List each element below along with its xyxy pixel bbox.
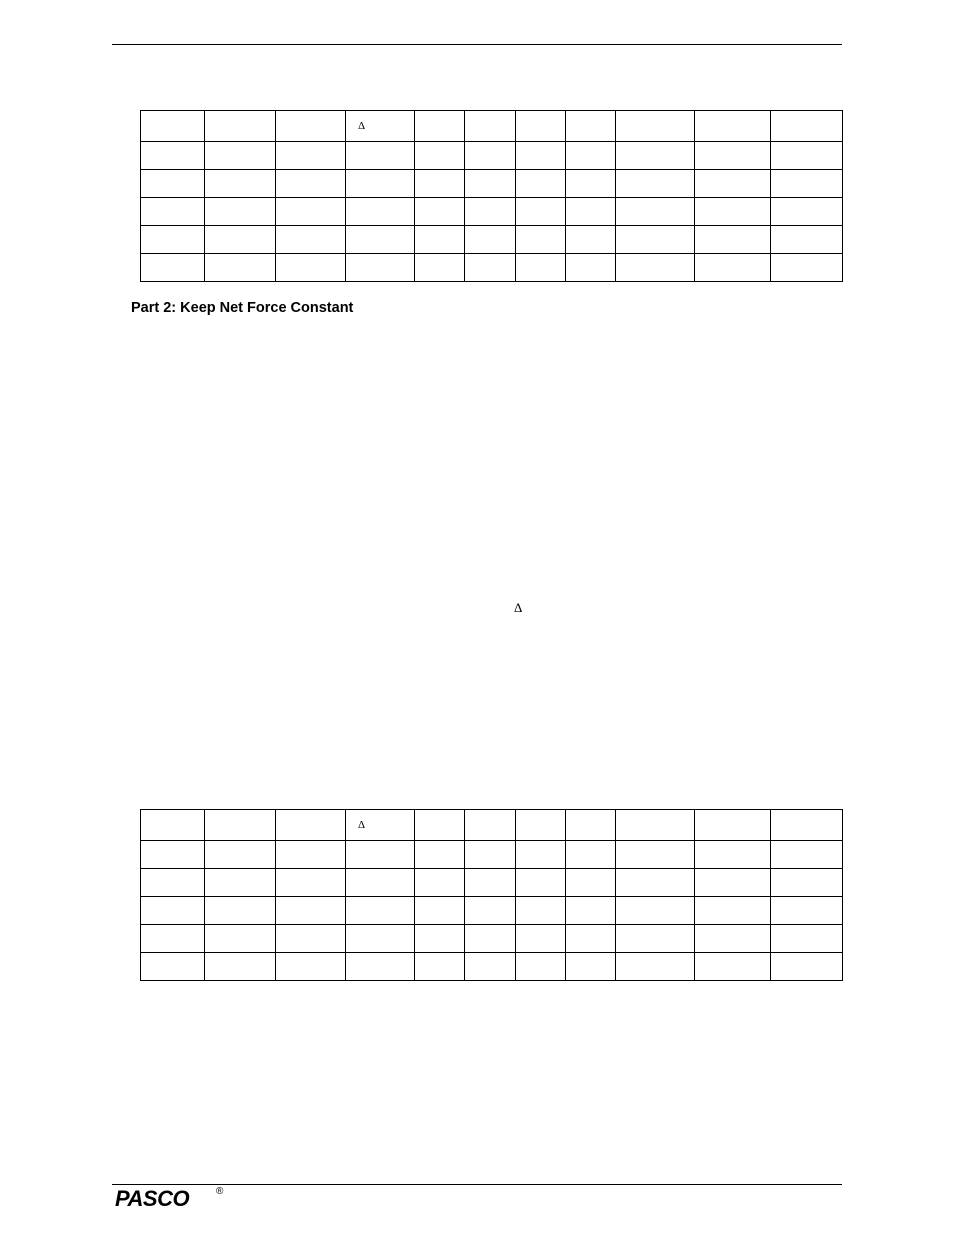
table-row	[141, 925, 843, 953]
pasco-logo-text: PASCO	[115, 1187, 190, 1209]
data-table-1	[140, 110, 843, 282]
table-row	[141, 254, 843, 282]
delta-header-cell: Δ	[346, 111, 415, 142]
table-row	[141, 170, 843, 198]
table-row	[141, 142, 843, 170]
data-table-2	[140, 809, 843, 981]
header-rule	[112, 44, 842, 45]
table-header-row	[141, 111, 843, 142]
part2-heading: Part 2: Keep Net Force Constant	[131, 300, 354, 316]
table-row	[141, 226, 843, 254]
registered-mark: ®	[216, 1186, 224, 1197]
table-row	[141, 869, 843, 897]
footer-rule	[112, 1184, 842, 1185]
table-header-row	[141, 810, 843, 841]
table-row	[141, 897, 843, 925]
table-row	[141, 841, 843, 869]
table-row	[141, 198, 843, 226]
table-row	[141, 953, 843, 981]
delta-header-cell: Δ	[346, 810, 415, 841]
delta-symbol: Δ	[514, 600, 523, 615]
pasco-logo	[113, 1187, 211, 1209]
